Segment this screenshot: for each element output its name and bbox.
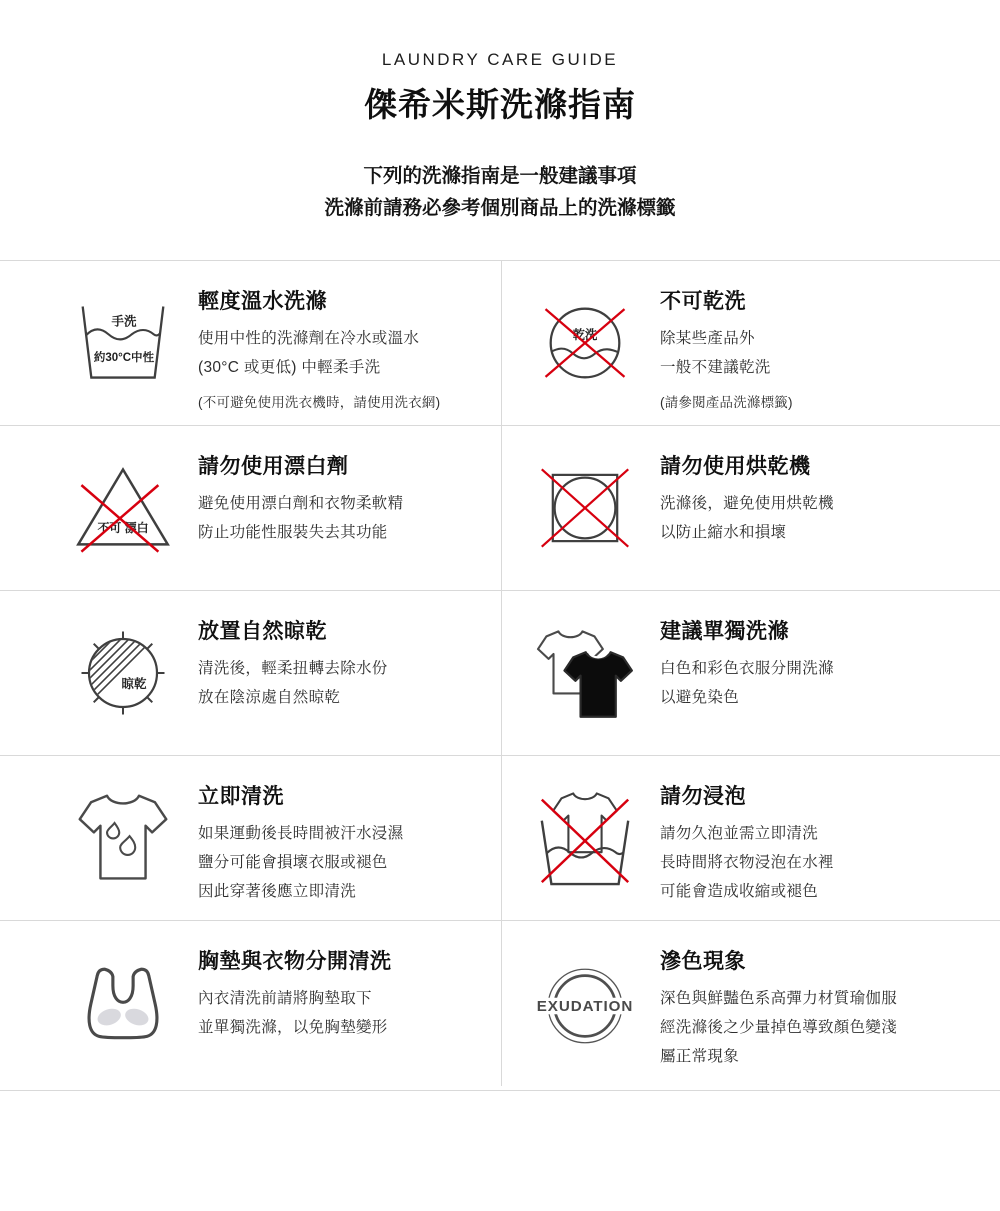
cell-line: 請勿久泡並需立即清洗 bbox=[660, 825, 819, 842]
cell-line: 放在陰涼處自然晾乾 bbox=[198, 689, 341, 706]
no-soak-shirt-basin-icon bbox=[528, 756, 642, 920]
svg-text:乾洗: 乾洗 bbox=[572, 328, 598, 343]
cell-title: 放置自然晾乾 bbox=[198, 620, 327, 643]
svg-text:手洗: 手洗 bbox=[111, 314, 137, 329]
cell-line: 除某些產品外 bbox=[660, 330, 755, 347]
cell-title: 建議單獨洗滌 bbox=[660, 620, 789, 643]
exudation-stamp-icon bbox=[528, 921, 642, 1090]
cell-line: 以避免染色 bbox=[660, 689, 740, 706]
cell-separate-wash bbox=[500, 591, 1000, 755]
cell-exudation bbox=[500, 921, 1000, 1090]
grid-row-4 bbox=[0, 756, 1000, 921]
hang-dry-icon bbox=[66, 591, 180, 755]
subtitle bbox=[0, 160, 1000, 224]
cell-title: 請勿使用烘乾機 bbox=[660, 455, 811, 478]
cell-line: (30°C 或更低) 中輕柔手洗 bbox=[198, 359, 381, 376]
subtitle-line-2: 洗滌前請務必參考個別商品上的洗滌標籤 bbox=[324, 197, 676, 219]
cell-line: 長時間將衣物浸泡在水裡 bbox=[660, 854, 834, 871]
no-tumble-dry-icon bbox=[528, 426, 642, 590]
cell-line: 清洗後，輕柔扭轉去除水份 bbox=[198, 660, 388, 677]
cell-line: 使用中性的洗滌劑在冷水或溫水 bbox=[198, 330, 420, 347]
cell-note: (不可避免使用洗衣機時，請使用洗衣網) bbox=[198, 395, 441, 410]
eyebrow-text: LAUNDRY CARE GUIDE bbox=[381, 50, 619, 69]
cell-wash-immediately bbox=[0, 756, 500, 920]
cell-no-dry-clean bbox=[500, 261, 1000, 425]
cell-line: 防止功能性服裝失去其功能 bbox=[198, 524, 388, 541]
cell-line: 白色和彩色衣服分開洗滌 bbox=[660, 660, 834, 677]
cell-line: 如果運動後長時間被汗水浸濕 bbox=[198, 825, 404, 842]
cell-title: 請勿浸泡 bbox=[660, 785, 746, 808]
cell-gentle-wash bbox=[0, 261, 500, 425]
cell-note: (請參閱產品洗滌標籤) bbox=[660, 395, 793, 410]
grid-row-5 bbox=[0, 921, 1000, 1091]
grid-row-3 bbox=[0, 591, 1000, 756]
cell-title: 請勿使用漂白劑 bbox=[198, 455, 349, 478]
svg-text:不可 漂白: 不可 漂白 bbox=[97, 520, 149, 535]
separate-wash-shirts-icon bbox=[528, 591, 642, 755]
svg-text:晾乾: 晾乾 bbox=[121, 677, 147, 691]
cell-line: 屬正常現象 bbox=[660, 1048, 740, 1065]
cell-line: 鹽分可能會損壞衣服或褪色 bbox=[198, 854, 388, 871]
cell-line: 內衣清洗前請將胸墊取下 bbox=[198, 990, 372, 1007]
cell-title: 輕度溫水洗滌 bbox=[198, 290, 327, 313]
svg-text:EXUDATION: EXUDATION bbox=[536, 997, 634, 1015]
cell-line: 並單獨洗滌，以免胸墊變形 bbox=[198, 1019, 388, 1036]
cell-title: 滲色現象 bbox=[660, 950, 746, 973]
cell-line: 避免使用漂白劑和衣物柔軟精 bbox=[198, 495, 404, 512]
cell-title: 不可乾洗 bbox=[660, 290, 746, 313]
hand-wash-basin-icon bbox=[66, 261, 180, 425]
subtitle-line-1: 下列的洗滌指南是一般建議事項 bbox=[363, 165, 637, 187]
grid-row-2 bbox=[0, 426, 1000, 591]
cell-no-bleach bbox=[0, 426, 500, 590]
guide-header bbox=[0, 50, 1000, 224]
cell-no-soak bbox=[500, 756, 1000, 920]
cell-line: 以防止縮水和損壞 bbox=[660, 524, 787, 541]
page-title: 傑希米斯洗滌指南 bbox=[364, 86, 636, 123]
cell-hang-dry bbox=[0, 591, 500, 755]
cell-bra-pad-wash bbox=[0, 921, 500, 1090]
cell-line: 經洗滌後之少量掉色導致顏色變淺 bbox=[660, 1019, 898, 1036]
cell-line: 因此穿著後應立即清洗 bbox=[198, 883, 357, 900]
sports-bra-icon bbox=[66, 921, 180, 1090]
cell-line: 洗滌後，避免使用烘乾機 bbox=[660, 495, 834, 512]
shirt-sweat-drops-icon bbox=[66, 756, 180, 920]
cell-line: 一般不建議乾洗 bbox=[660, 359, 771, 376]
no-bleach-triangle-icon bbox=[66, 426, 180, 590]
cell-title: 立即清洗 bbox=[198, 785, 284, 808]
svg-text:約30°C中性: 約30°C中性 bbox=[93, 352, 155, 365]
cell-title: 胸墊與衣物分開清洗 bbox=[198, 950, 392, 973]
cell-line: 可能會造成收縮或褪色 bbox=[660, 883, 819, 900]
care-instructions-grid bbox=[0, 260, 1000, 1091]
grid-row-1 bbox=[0, 261, 1000, 426]
cell-line: 深色與鮮豔色系高彈力材質瑜伽服 bbox=[660, 990, 898, 1007]
cell-no-tumble-dry bbox=[500, 426, 1000, 590]
no-dry-clean-icon bbox=[528, 261, 642, 425]
